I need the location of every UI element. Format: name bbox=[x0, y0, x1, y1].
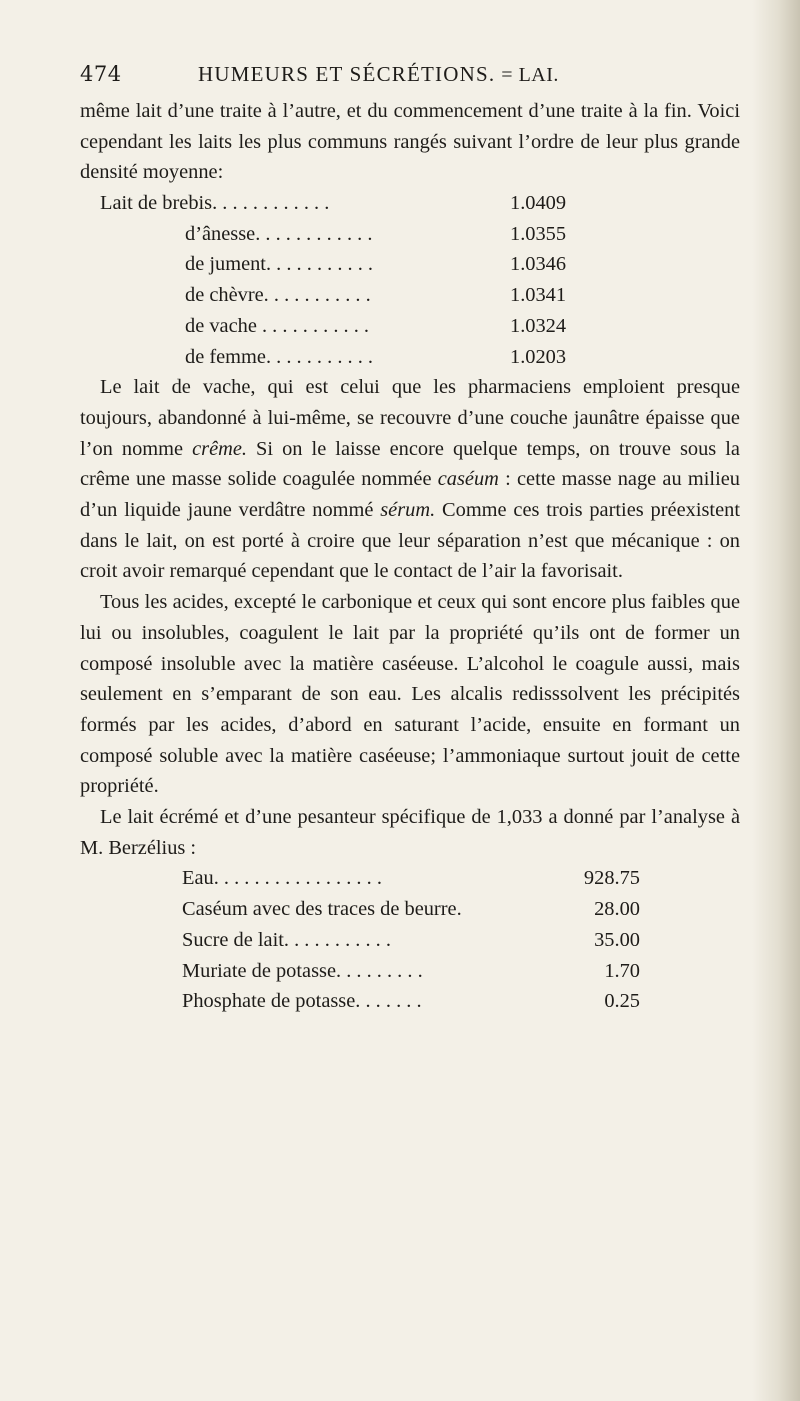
running-head bbox=[80, 62, 740, 96]
density-row bbox=[80, 311, 740, 342]
paragraph-1: même lait d’une traite à l’autre, et du commencement d’une traite à la fin. Voici cependant les laits les plus communs rangés suivant l’ordre de leur plus grande densité moyenne: bbox=[80, 100, 740, 184]
paragraph-2-text: Comme ces trois parties préexistent dans le lait, on est porté à croire que leur séparation n’est que mécanique : on croit avoir remarqué cependant que le contact de l’air la favorisait. bbox=[80, 499, 740, 583]
term-serum: sérum. bbox=[380, 499, 436, 522]
running-title: HUMEURS ET SÉCRÉTIONS. bbox=[198, 62, 496, 86]
composition-row bbox=[80, 986, 740, 1017]
density-value: 1.0341 bbox=[510, 284, 567, 307]
density-row bbox=[80, 249, 740, 280]
composition-table bbox=[80, 863, 740, 1016]
density-value: 1.0409 bbox=[510, 192, 567, 215]
density-label: Lait de brebis. . . . . . . . . . . . bbox=[100, 192, 330, 215]
composition-row bbox=[80, 894, 740, 925]
density-row bbox=[80, 219, 740, 250]
composition-row bbox=[80, 925, 740, 956]
density-row bbox=[80, 342, 740, 373]
density-label: de jument. . . . . . . . . . . bbox=[185, 253, 374, 276]
density-value: 1.0324 bbox=[510, 314, 567, 337]
page-number: 474 bbox=[80, 62, 122, 86]
composition-label: Sucre de lait. . . . . . . . . . . bbox=[182, 928, 391, 951]
paragraph-3: Tous les acides, excepté le carbonique et ceux qui sont encore plus faibles que lui ou insolubles, coagulent le lait par la propriété qu’ils ont de former un composé insoluble avec la matière caséeuse. L’alcohol le coagule aussi, mais seulement en s’emparant de son eau. Les alcalis redisssolvent les précipités formés par les acides, d’abord en saturant l’acide, ensuite en formant un composé soluble avec la matière caséeuse; l’ammoniaque surtout jouit de cette propriété. bbox=[80, 591, 740, 798]
composition-value: 28.00 bbox=[594, 898, 640, 921]
paragraph-2-text: : cette masse nage au milieu d’un liquide jaune verdâtre nommé bbox=[80, 468, 740, 522]
running-section: = LAI. bbox=[501, 64, 559, 86]
composition-row bbox=[80, 863, 740, 894]
paragraph-2-text: Le lait de vache, qui est celui que les pharmaciens emploient presque toujours, abandonné à lui-même, se recouvre d’une couche jaunâtre épaisse que l’on nomme bbox=[80, 376, 740, 460]
density-label: d’ânesse. . . . . . . . . . . . bbox=[185, 222, 373, 245]
paragraph-4: Le lait écrémé et d’une pesanteur spécifique de 1,033 a donné par l’analyse à M. Berzélius : bbox=[80, 806, 740, 859]
composition-label: Eau. . . . . . . . . . . . . . . . . bbox=[182, 867, 382, 890]
density-row bbox=[80, 280, 740, 311]
term-creme: crême. bbox=[192, 437, 248, 460]
density-label: de chèvre. . . . . . . . . . . bbox=[185, 284, 371, 307]
density-label: de femme. . . . . . . . . . . bbox=[185, 345, 374, 368]
paragraph-2 bbox=[80, 372, 740, 587]
composition-value: 1.70 bbox=[604, 959, 640, 982]
density-value: 1.0355 bbox=[510, 222, 567, 245]
density-value: 1.0346 bbox=[510, 253, 567, 276]
composition-label: Phosphate de potasse. . . . . . . bbox=[182, 990, 422, 1013]
binding-edge bbox=[752, 0, 800, 1401]
body-text bbox=[80, 96, 740, 1017]
term-caseum: caséum bbox=[437, 468, 499, 491]
paragraph-2-text: Si on le laisse encore quelque temps, on trouve sous la crême une masse solide coagulée nommée bbox=[80, 437, 740, 491]
density-table bbox=[80, 188, 740, 372]
density-value: 1.0203 bbox=[510, 345, 567, 368]
composition-value: 0.25 bbox=[604, 990, 640, 1013]
composition-label: Muriate de potasse. . . . . . . . . bbox=[182, 959, 423, 982]
composition-row bbox=[80, 956, 740, 987]
composition-value: 35.00 bbox=[594, 928, 640, 951]
book-page bbox=[80, 62, 740, 1017]
composition-value: 928.75 bbox=[583, 867, 640, 890]
density-label: de vache . . . . . . . . . . . bbox=[185, 314, 370, 337]
composition-label: Caséum avec des traces de beurre. bbox=[182, 898, 462, 921]
density-row bbox=[80, 188, 740, 219]
